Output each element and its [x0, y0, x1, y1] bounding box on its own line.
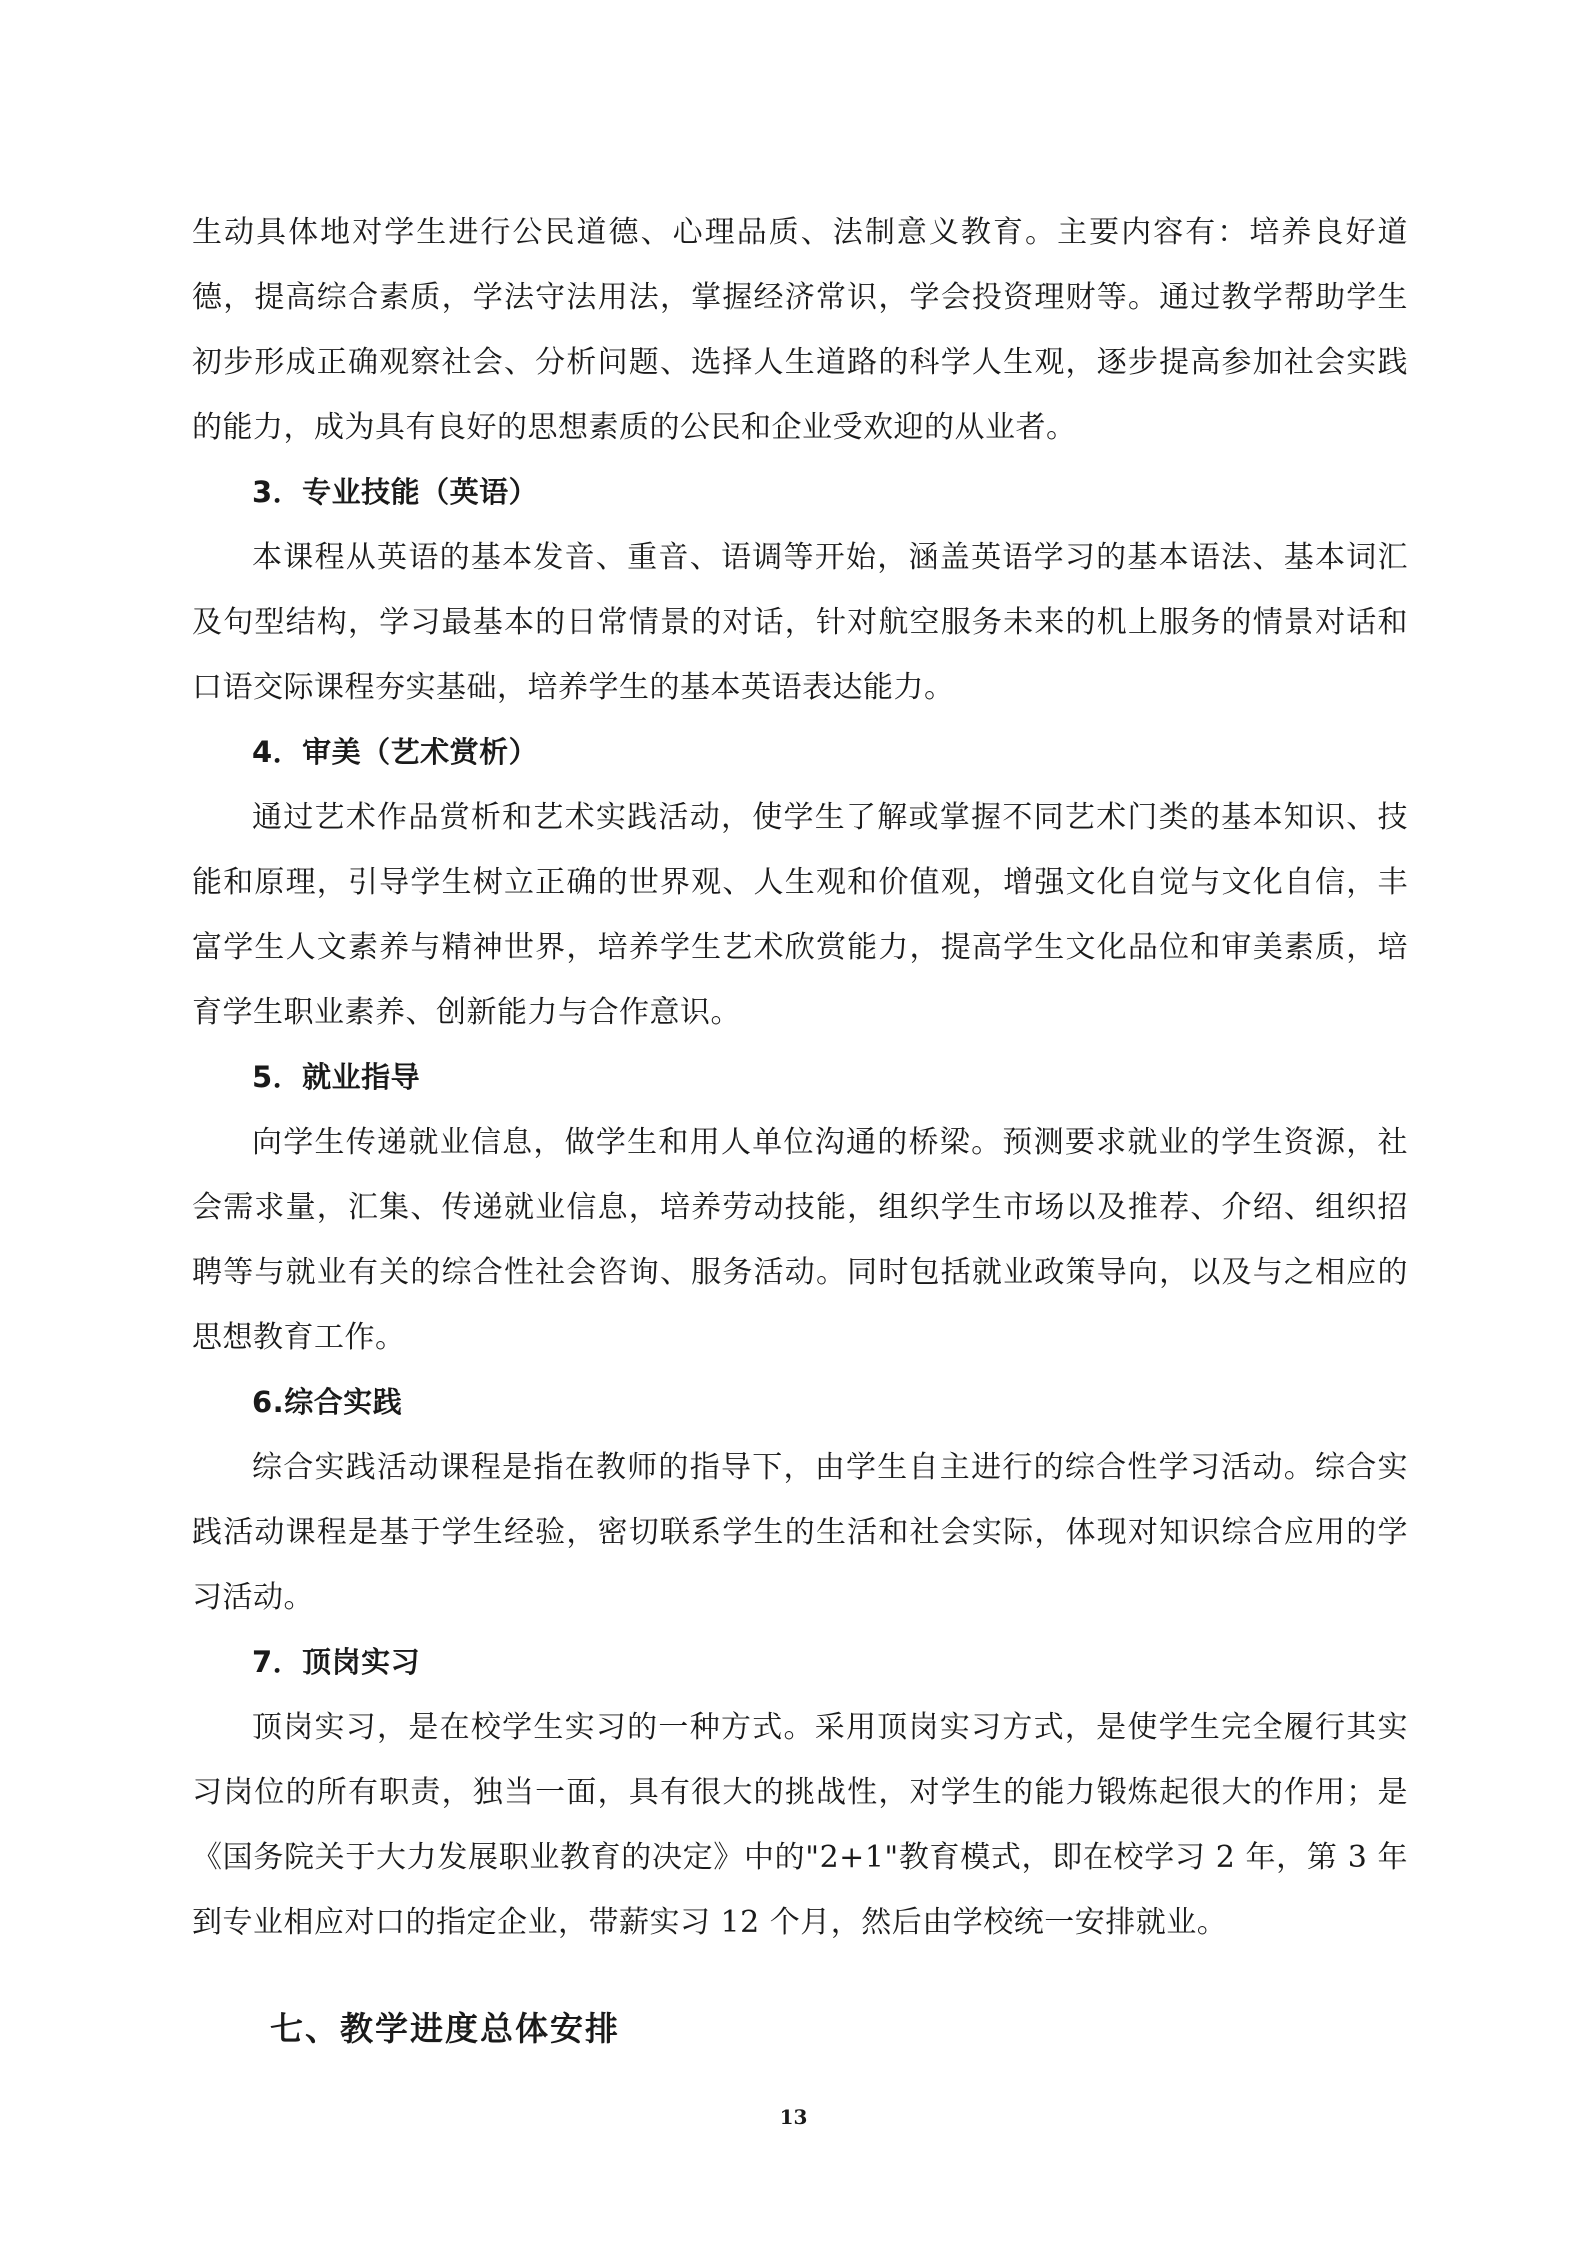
section-heading-practice: 6.综合实践	[252, 1385, 403, 1419]
page-body	[192, 200, 1408, 1955]
section-heading-english: 3．专业技能（英语）	[252, 475, 539, 509]
chapter-title: 七、教学进度总体安排	[270, 2009, 620, 2048]
section-heading-internship: 7．顶岗实习	[252, 1645, 421, 1679]
section-body-aesthetics: 通过艺术作品赏析和艺术实践活动，使学生了解或掌握不同艺术门类的基本知识、技能和原理，引导学生树立正确的世界观、人生观和价值观，增强文化自觉与文化自信，丰富学生人文素养与精神世界，培养学生艺术欣赏能力，提高学生文化品位和审美素质，培育学生职业素养、创新能力与合作意识。	[192, 800, 1408, 1030]
section-body-employment: 向学生传递就业信息，做学生和用人单位沟通的桥梁。预测要求就业的学生资源，社会需求量，汇集、传递就业信息，培养劳动技能，组织学生市场以及推荐、介绍、组织招聘等与就业有关的综合性社会咨询、服务活动。同时包括就业政策导向，以及与之相应的思想教育工作。	[192, 1125, 1408, 1355]
intro-paragraph: 生动具体地对学生进行公民道德、心理品质、法制意义教育。主要内容有：培养良好道德，提高综合素质，学法守法用法，掌握经济常识，学会投资理财等。通过教学帮助学生初步形成正确观察社会、分析问题、选择人生道路的科学人生观，逐步提高参加社会实践的能力，成为具有良好的思想素质的公民和企业受欢迎的从业者。	[192, 215, 1408, 445]
page-number: 13	[779, 2105, 808, 2129]
section-body-internship: 顶岗实习，是在校学生实习的一种方式。采用顶岗实习方式，是使学生完全履行其实习岗位的所有职责，独当一面，具有很大的挑战性，对学生的能力锻炼起很大的作用；是《国务院关于大力发展职业教育的决定》中的"2+1"教育模式，即在校学习 2 年，第 3 年到专业相应对口的指定企业，带薪实习 12 个月，然后由学校统一安排就业。	[192, 1710, 1408, 1940]
section-heading-aesthetics: 4．审美（艺术赏析）	[252, 735, 539, 769]
section-body-english: 本课程从英语的基本发音、重音、语调等开始，涵盖英语学习的基本语法、基本词汇及句型结构，学习最基本的日常情景的对话，针对航空服务未来的机上服务的情景对话和口语交际课程夯实基础，培养学生的基本英语表达能力。	[192, 540, 1408, 705]
section-body-practice: 综合实践活动课程是指在教师的指导下，由学生自主进行的综合性学习活动。综合实践活动课程是基于学生经验，密切联系学生的生活和社会实际，体现对知识综合应用的学习活动。	[192, 1450, 1408, 1615]
section-heading-employment: 5．就业指导	[252, 1060, 421, 1094]
